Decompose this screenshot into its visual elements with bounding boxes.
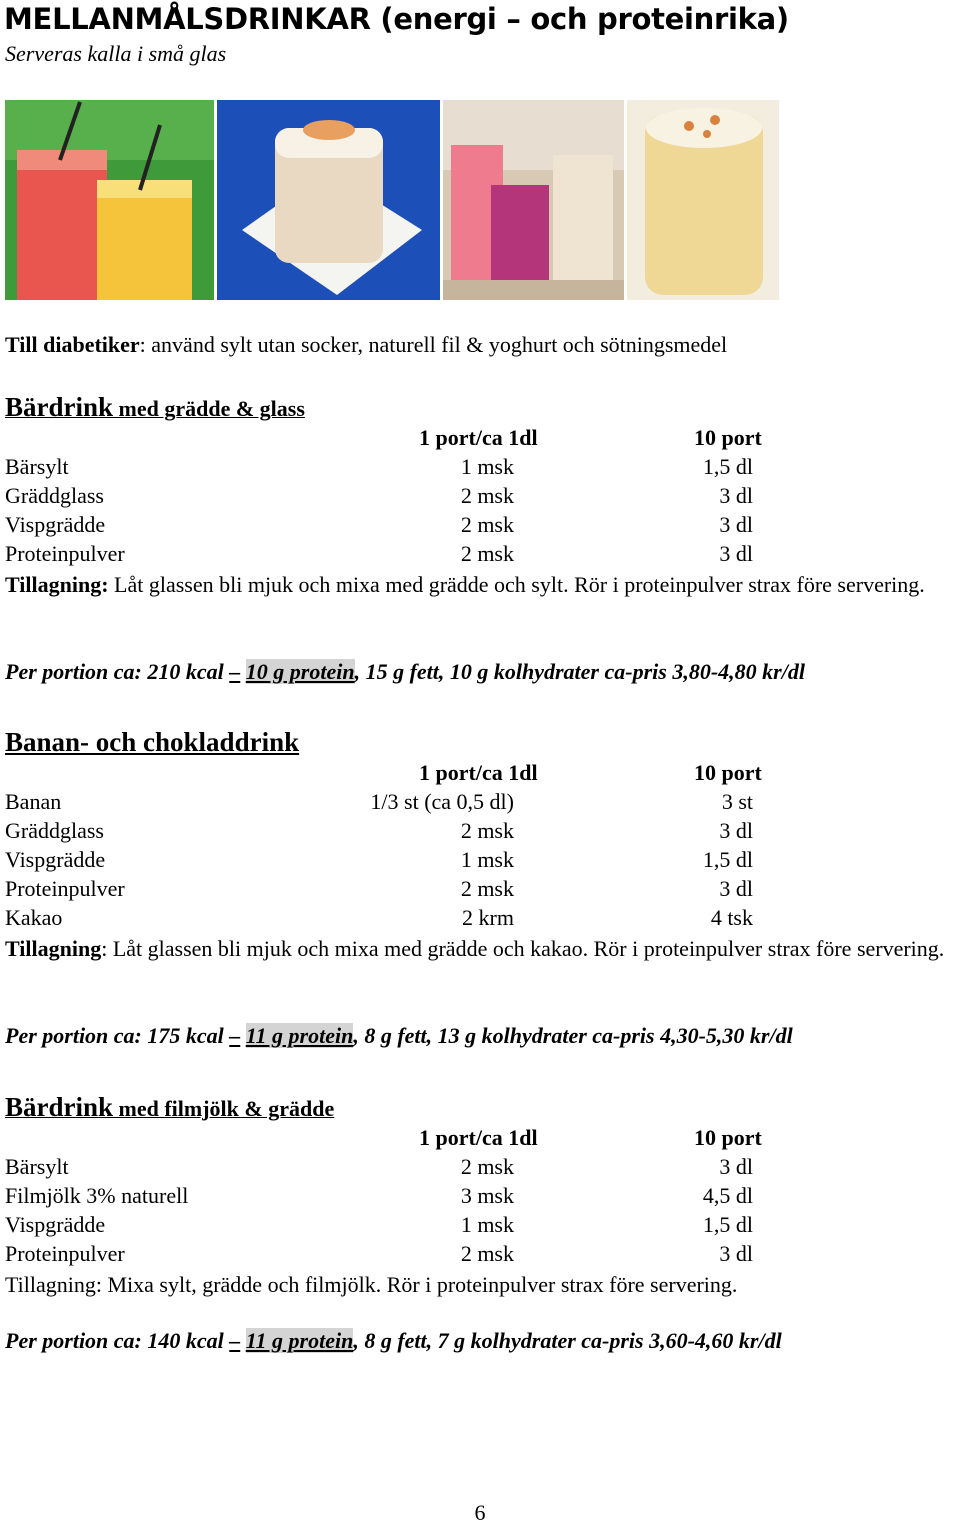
column-header-single: 1 port/ca 1dl [419,760,538,785]
ingredient-qty-single: 2 msk [460,876,514,901]
ingredient-name: Gräddglass [5,483,104,508]
nutrition-dash: – [229,1328,241,1353]
ingredient-name: Vispgrädde [5,512,106,537]
ingredient-qty-single: 2 krm [462,905,514,930]
nutrition-kcal: Per portion ca: 210 kcal [5,659,230,684]
recipe-title-main: Bärdrink [5,1092,114,1122]
ingredient-qty-single: 2 msk [460,1154,514,1179]
ingredient-qty-ten: 1,5 dl [702,847,753,872]
ingredient-qty-single: 1 msk [460,454,514,479]
preparation-label: Tillagning: [5,572,109,597]
nutrition-protein: 10 g protein [245,659,355,684]
ingredient-qty-single: 2 msk [460,818,514,843]
ingredient-row [0,512,960,541]
ingredient-name: Proteinpulver [5,541,125,566]
berry-drinks-photo [443,100,624,300]
ingredient-row [0,541,960,570]
page-title: MELLANMÅLSDRINKAR (energi – och proteinrika) [4,2,789,36]
ingredient-qty-single: 1/3 st (ca 0,5 dl) [370,789,514,814]
ingredient-name: Vispgrädde [5,1212,106,1237]
ingredient-row [0,1241,960,1270]
diabetic-note-text: : använd sylt utan socker, naturell fil & yoghurt och sötningsmedel [139,332,728,357]
ingredient-qty-single: 2 msk [460,512,514,537]
preparation-text [5,570,960,599]
ingredient-name: Filmjölk 3% naturell [5,1183,189,1208]
ingredient-name: Gräddglass [5,818,104,843]
ingredient-row [0,1183,960,1212]
nutrition-space [240,1023,246,1048]
nutrition-dash: – [229,1023,241,1048]
ingredient-name: Bärsylt [5,454,69,479]
nutrition-protein: 11 g protein [245,1023,354,1048]
ingredient-qty-single: 2 msk [460,541,514,566]
ingredient-qty-ten: 4,5 dl [702,1183,753,1208]
smoothie-glasses-photo [5,100,214,300]
ingredient-qty-ten: 1,5 dl [702,1212,753,1237]
ingredient-row [0,876,960,905]
preparation-text [5,934,960,963]
ingredient-row [0,847,960,876]
ingredient-qty-ten: 3 dl [719,512,753,537]
ingredient-row [0,905,960,934]
column-header-single: 1 port/ca 1dl [419,1125,538,1150]
ingredient-row [0,454,960,483]
nutrition-protein: 11 g protein [245,1328,354,1353]
ingredient-qty-single: 1 msk [460,1212,514,1237]
nutrition-line [5,659,805,685]
column-header-ten: 10 port [694,1125,762,1150]
ingredient-qty-single: 2 msk [460,483,514,508]
ingredient-qty-ten: 3 dl [719,876,753,901]
ingredient-qty-ten: 3 dl [719,1154,753,1179]
page-number: 6 [474,1500,486,1525]
column-header-single: 1 port/ca 1dl [419,425,538,450]
page-subtitle: Serveras kalla i små glas [5,41,227,66]
nutrition-dash: – [229,659,241,684]
ingredient-qty-ten: 3 st [721,789,753,814]
nutrition-rest: , 8 g fett, 13 g kolhydrater ca-pris 4,30-5,30 kr/dl [353,1023,793,1048]
preparation-body: : Låt glassen bli mjuk och mixa med grädde och kakao. Rör i proteinpulver strax före servering. [101,936,945,961]
ingredient-qty-ten: 3 dl [719,818,753,843]
ingredient-qty-single: 3 msk [460,1183,514,1208]
ingredient-name: Vispgrädde [5,847,106,872]
ingredient-qty-ten: 3 dl [719,1241,753,1266]
ingredient-row [0,818,960,847]
preparation-text: Tillagning: Mixa sylt, grädde och filmjölk. Rör i proteinpulver strax före servering. [5,1272,738,1297]
ingredient-qty-ten: 3 dl [719,541,753,566]
ingredient-name: Proteinpulver [5,1241,125,1266]
recipe-title-rest: med filmjölk & grädde [113,1096,335,1121]
ingredient-qty-single: 2 msk [460,1241,514,1266]
recipe-title: Banan- och chokladdrink [5,727,300,757]
ingredient-row [0,1154,960,1183]
nutrition-line [5,1023,793,1049]
ingredient-qty-ten: 4 tsk [710,905,753,930]
ingredient-row [0,1212,960,1241]
preparation-label: Tillagning [5,936,102,961]
nutrition-line [5,1328,782,1354]
recipe-title [5,1092,334,1123]
nutrition-space [240,659,246,684]
ingredient-qty-ten: 1,5 dl [702,454,753,479]
recipe-title-main: Bärdrink [5,392,114,422]
diabetic-note [5,332,727,358]
dessert-glass-photo [217,100,440,300]
ingredient-name: Proteinpulver [5,876,125,901]
ingredient-qty-single: 1 msk [460,847,514,872]
ingredient-row [0,483,960,512]
recipe-title [5,392,305,423]
diabetic-note-label: Till diabetiker [5,332,140,357]
creamy-drink-photo [627,100,779,300]
ingredient-qty-ten: 3 dl [719,483,753,508]
ingredient-name: Kakao [5,905,63,930]
ingredient-row [0,789,960,818]
nutrition-rest: , 15 g fett, 10 g kolhydrater ca-pris 3,80-4,80 kr/dl [354,659,805,684]
recipe-title-rest: med grädde & glass [113,396,305,421]
ingredient-name: Bärsylt [5,1154,69,1179]
nutrition-space [240,1328,246,1353]
nutrition-kcal: Per portion ca: 175 kcal [5,1023,230,1048]
ingredient-name: Banan [5,789,62,814]
column-header-ten: 10 port [694,425,762,450]
nutrition-rest: , 8 g fett, 7 g kolhydrater ca-pris 3,60-4,60 kr/dl [353,1328,782,1353]
nutrition-kcal: Per portion ca: 140 kcal [5,1328,230,1353]
preparation-body: Låt glassen bli mjuk och mixa med grädde och sylt. Rör i proteinpulver strax före servering. [108,572,925,597]
column-header-ten: 10 port [694,760,762,785]
